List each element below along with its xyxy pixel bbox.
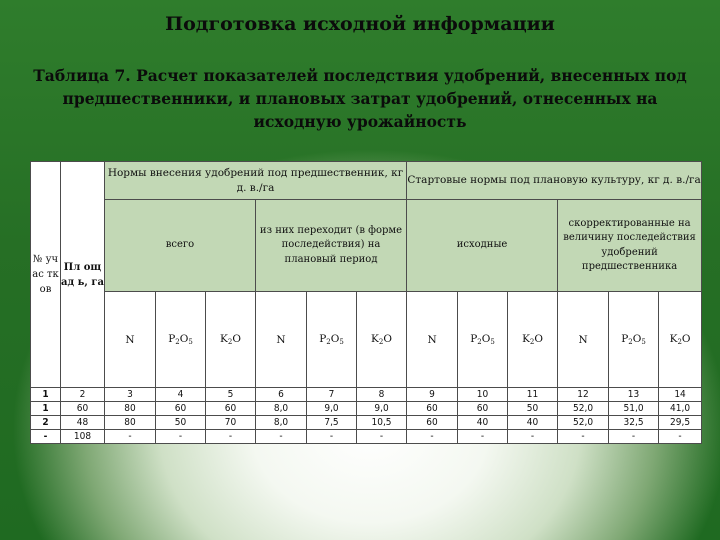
table-cell: -: [558, 430, 609, 444]
header-total: всего: [105, 200, 256, 292]
header-nutrient: $K_2O$: [357, 292, 407, 388]
table-cell: -: [458, 430, 508, 444]
table-cell: 14: [659, 388, 702, 402]
table-cell: 60: [206, 402, 256, 416]
table-cell: 108: [61, 430, 105, 444]
table-cell: -: [256, 430, 307, 444]
header-nutrient: $P_2O_5$: [156, 292, 206, 388]
table-cell: 2: [61, 388, 105, 402]
table-cell: -: [659, 430, 702, 444]
fertilizer-table: [30, 161, 702, 444]
table-cell: 80: [105, 416, 156, 430]
table-cell: 9,0: [307, 402, 357, 416]
table-cell: -: [357, 430, 407, 444]
table-cell: -: [156, 430, 206, 444]
table-cell: 7,5: [307, 416, 357, 430]
table-cell: 12: [558, 388, 609, 402]
header-nutrient: N: [407, 292, 458, 388]
table-cell: 80: [105, 402, 156, 416]
header-nutrient: N: [256, 292, 307, 388]
table-cell: -: [31, 430, 61, 444]
header-initial: исходные: [407, 200, 558, 292]
table-cell: 8,0: [256, 416, 307, 430]
table-cell: -: [407, 430, 458, 444]
table-cell: 60: [156, 402, 206, 416]
table-cell: 3: [105, 388, 156, 402]
header-nutrient: $K_2O$: [206, 292, 256, 388]
table-cell: 5: [206, 388, 256, 402]
table-caption: Таблица 7. Расчет показателей последствия удобрений, внесенных под предшественники, и плановых затрат удобрений, отнесенных на исходную урожайность: [33, 66, 687, 131]
table-cell: 40: [458, 416, 508, 430]
table-cell: -: [105, 430, 156, 444]
table-cell: -: [508, 430, 558, 444]
header-nutrient: N: [558, 292, 609, 388]
table-cell: 8,0: [256, 402, 307, 416]
table-cell: 60: [458, 402, 508, 416]
table-cell: 13: [609, 388, 659, 402]
table-cell: 29,5: [659, 416, 702, 430]
table-cell: 7: [307, 388, 357, 402]
table-cell: 1: [31, 388, 61, 402]
header-nutrient: $K_2O$: [659, 292, 702, 388]
table-cell: 11: [508, 388, 558, 402]
table-cell: 1: [31, 402, 61, 416]
slide-title: Подготовка исходной информации: [165, 13, 555, 35]
table-cell: 51,0: [609, 402, 659, 416]
table-cell: 4: [156, 388, 206, 402]
header-nutrient: $P_2O_5$: [609, 292, 659, 388]
table-cell: 6: [256, 388, 307, 402]
table-row: [31, 430, 702, 444]
table-cell: 10: [458, 388, 508, 402]
table-cell: 41,0: [659, 402, 702, 416]
table-cell: 9,0: [357, 402, 407, 416]
table-cell: 32,5: [609, 416, 659, 430]
table-cell: -: [206, 430, 256, 444]
table-cell: -: [609, 430, 659, 444]
table-cell: -: [307, 430, 357, 444]
table-cell: 70: [206, 416, 256, 430]
header-plot-number: № уч ас тк ов: [31, 162, 61, 388]
table-cell: 60: [407, 402, 458, 416]
header-area: Пл ощ ад ь, га: [61, 162, 105, 388]
header-group-start-norms: Стартовые нормы под плановую культуру, кг д. в./га: [407, 162, 702, 200]
table-cell: 10,5: [357, 416, 407, 430]
table-row: [31, 388, 702, 402]
table-cell: 52,0: [558, 402, 609, 416]
table-cell: 2: [31, 416, 61, 430]
header-nutrient: $P_2O_5$: [458, 292, 508, 388]
table-cell: 60: [61, 402, 105, 416]
table-cell: 52,0: [558, 416, 609, 430]
header-carryover: из них переходит (в форме последействия) на плановый период: [256, 200, 407, 292]
header-nutrient: N: [105, 292, 156, 388]
table-cell: 9: [407, 388, 458, 402]
header-nutrient: $P_2O_5$: [307, 292, 357, 388]
header-corrected: скорректированные на величину последействия удобрений предшественника: [558, 200, 702, 292]
table-row: [31, 416, 702, 430]
table-cell: 8: [357, 388, 407, 402]
table-cell: 60: [407, 416, 458, 430]
table-cell: 50: [508, 402, 558, 416]
table-cell: 40: [508, 416, 558, 430]
header-nutrient: $K_2O$: [508, 292, 558, 388]
header-group-previous-crop: Нормы внесения удобрений под предшественник, кг д. в./га: [105, 162, 407, 200]
table-cell: 48: [61, 416, 105, 430]
table-row: [31, 402, 702, 416]
table-cell: 50: [156, 416, 206, 430]
